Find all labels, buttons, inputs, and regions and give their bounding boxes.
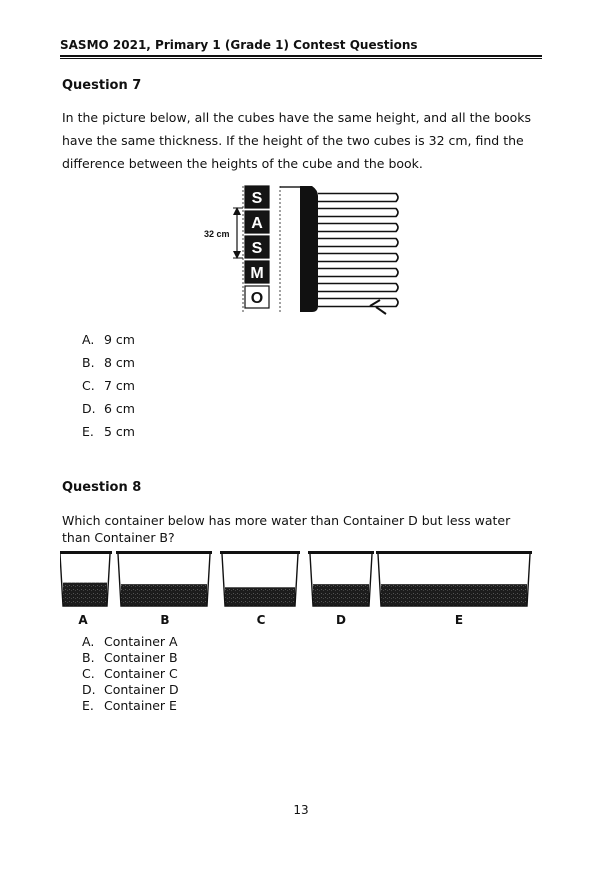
book-5 bbox=[318, 254, 398, 262]
container-label-e: E bbox=[454, 613, 464, 627]
water-a bbox=[63, 583, 107, 606]
header-rule bbox=[60, 55, 542, 57]
option-e[interactable]: E. 5 cm bbox=[82, 424, 135, 439]
option-b[interactable]: B. Container B bbox=[82, 650, 178, 665]
option-d[interactable]: D. 6 cm bbox=[82, 401, 135, 416]
containers-figure bbox=[60, 548, 540, 612]
book-6 bbox=[318, 269, 398, 277]
water-b bbox=[121, 584, 207, 606]
book-4 bbox=[318, 239, 398, 247]
question-8-options bbox=[82, 634, 179, 714]
book-2 bbox=[318, 209, 398, 217]
cube-letter-5: O bbox=[250, 290, 264, 307]
container-label-d: D bbox=[336, 613, 346, 627]
question-7-text: In the picture below, all the cubes have the same height, and all the books have the same thickness. If the height of the two cubes is 32 cm, find the difference between the heights of the cube and the book. bbox=[62, 110, 532, 171]
option-b[interactable]: B. 8 cm bbox=[82, 355, 135, 370]
option-a[interactable]: A. 9 cm bbox=[82, 332, 135, 347]
container-label-c: C bbox=[256, 613, 266, 627]
question-7-options bbox=[82, 332, 135, 447]
cube-letter-1: S bbox=[251, 190, 263, 207]
water-e bbox=[381, 584, 527, 606]
container-label-a: A bbox=[78, 613, 88, 627]
question-8-title: Question 8 bbox=[62, 480, 142, 495]
option-e[interactable]: E. Container E bbox=[82, 698, 177, 713]
book-3 bbox=[318, 224, 398, 232]
option-a[interactable]: A. Container A bbox=[82, 634, 178, 649]
container-a bbox=[60, 551, 112, 606]
container-e bbox=[376, 551, 532, 606]
option-c[interactable]: C. Container C bbox=[82, 666, 178, 681]
container-c bbox=[220, 551, 300, 606]
cube-letter-3: S bbox=[251, 240, 263, 257]
question-7-title: Question 7 bbox=[62, 78, 142, 93]
container-b bbox=[116, 551, 212, 606]
container-d bbox=[308, 551, 374, 606]
water-d bbox=[313, 584, 369, 606]
page-number: 13 bbox=[293, 803, 309, 817]
book-1 bbox=[318, 194, 398, 202]
option-c[interactable]: C. 7 cm bbox=[82, 378, 135, 393]
cubes-and-books-figure bbox=[200, 180, 410, 320]
document-header-title: SASMO 2021, Primary 1 (Grade 1) Contest Questions bbox=[60, 38, 418, 52]
question-8-text: Which container below has more water than Container D but less water than Container B? bbox=[62, 513, 511, 545]
water-c bbox=[225, 587, 295, 606]
book-7 bbox=[318, 284, 398, 292]
cube-letter-4: M bbox=[250, 265, 264, 282]
option-d[interactable]: D. Container D bbox=[82, 682, 179, 697]
book-8 bbox=[318, 299, 398, 307]
container-label-b: B bbox=[160, 613, 170, 627]
cube-letter-2: A bbox=[251, 215, 263, 232]
measure-label: 32 cm bbox=[204, 229, 230, 239]
header-rule-thin bbox=[60, 58, 542, 59]
